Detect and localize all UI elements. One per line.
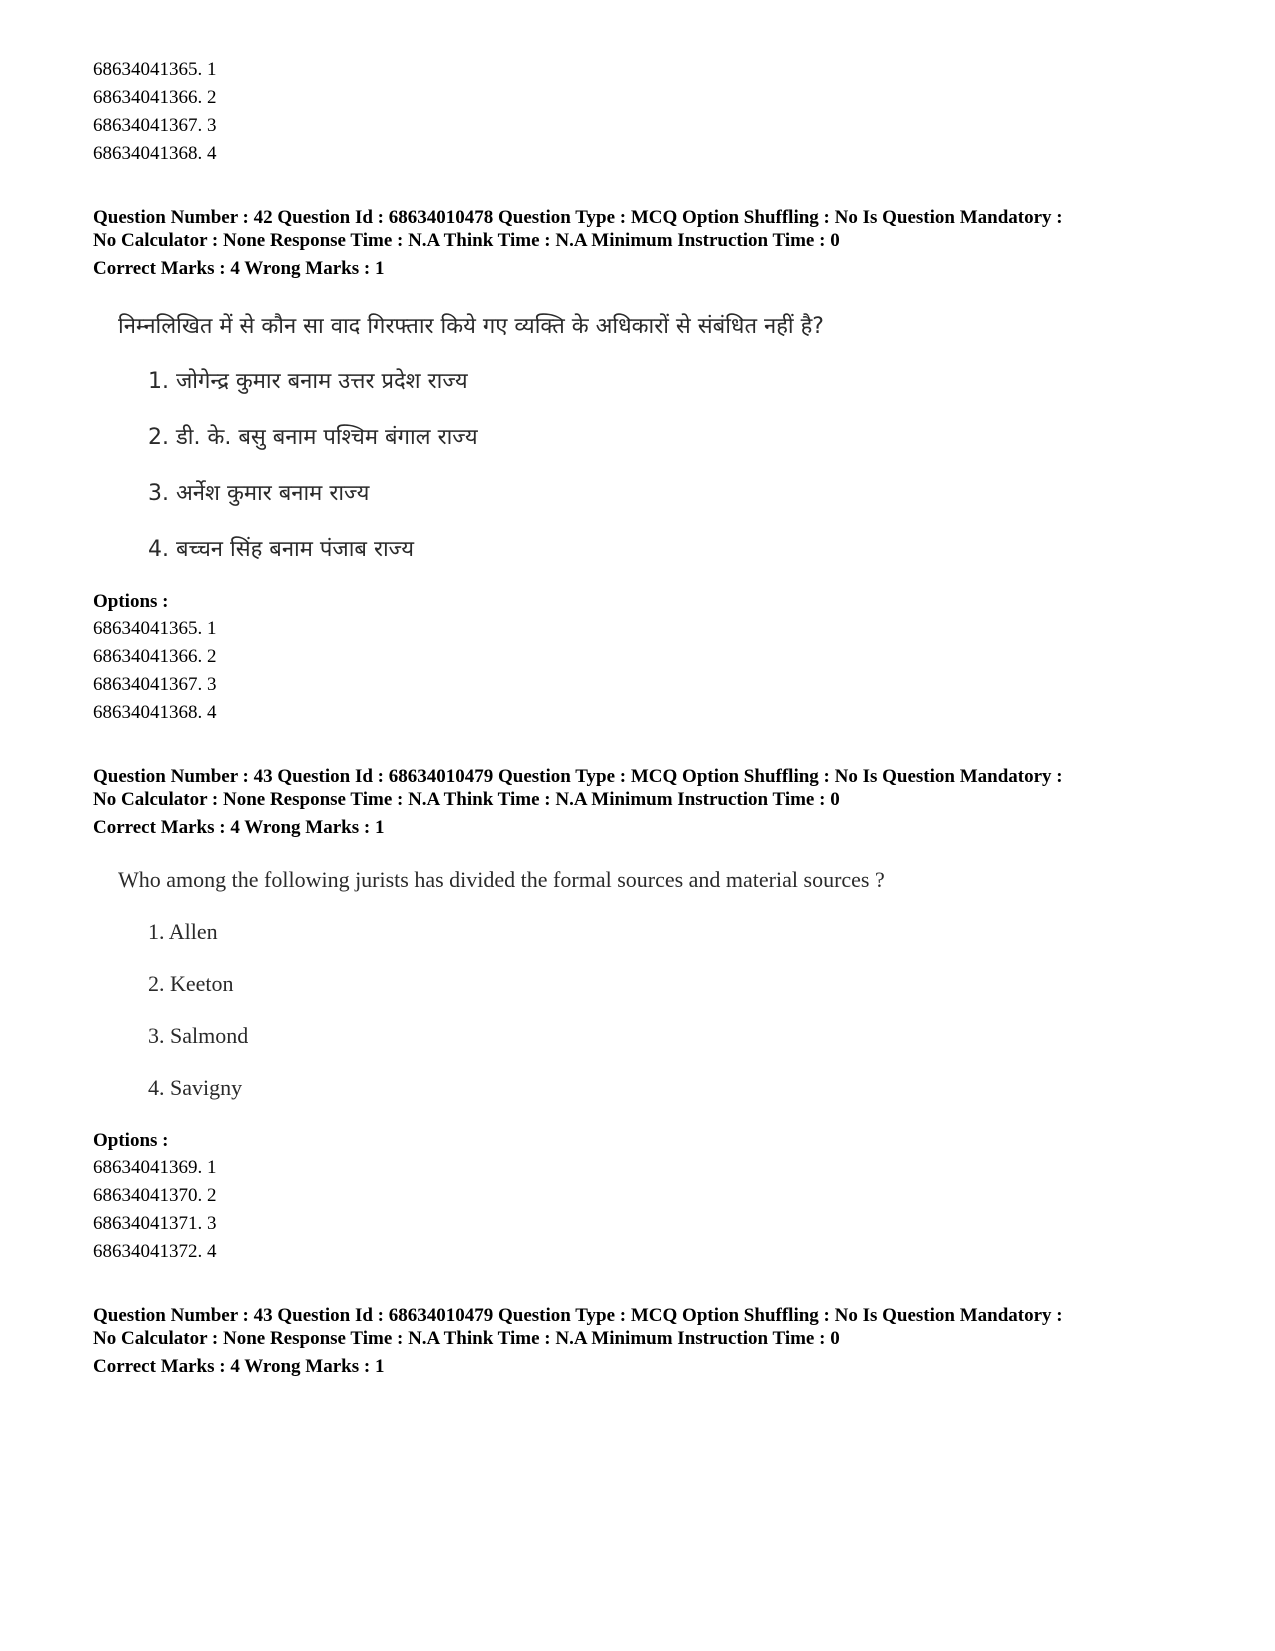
question-choice: 4. बच्चन सिंह बनाम पंजाब राज्य bbox=[148, 537, 414, 562]
option-line: 68634041367. 3 bbox=[93, 674, 217, 695]
question-choice: 1. Allen bbox=[148, 919, 218, 944]
option-line: 68634041367. 3 bbox=[93, 115, 217, 136]
question-choice: 3. अर्नेश कुमार बनाम राज्य bbox=[148, 481, 370, 506]
question-meta-line1: Question Number : 43 Question Id : 68634010479 Question Type : MCQ Option Shuffling : No Is Question Mandatory : bbox=[93, 766, 1063, 787]
question-choice: 2. Keeton bbox=[148, 971, 234, 996]
question-choice: 1. जोगेन्द्र कुमार बनाम उत्तर प्रदेश राज्य bbox=[148, 369, 468, 394]
option-line: 68634041370. 2 bbox=[93, 1185, 217, 1206]
option-line: 68634041366. 2 bbox=[93, 646, 217, 667]
question-choice: 4. Savigny bbox=[148, 1075, 243, 1100]
option-line: 68634041372. 4 bbox=[93, 1241, 217, 1262]
option-line: 68634041365. 1 bbox=[93, 59, 217, 80]
option-line: 68634041365. 1 bbox=[93, 618, 217, 639]
question-meta-line1: Question Number : 42 Question Id : 68634010478 Question Type : MCQ Option Shuffling : No Is Question Mandatory : bbox=[93, 207, 1063, 228]
option-line: 68634041371. 3 bbox=[93, 1213, 217, 1234]
question-choice: 2. डी. के. बसु बनाम पश्चिम बंगाल राज्य bbox=[148, 425, 478, 450]
question-text: Who among the following jurists has divided the formal sources and material sources ? bbox=[118, 867, 885, 892]
options-label: Options : bbox=[93, 591, 169, 612]
question-meta-line2: No Calculator : None Response Time : N.A Think Time : N.A Minimum Instruction Time : 0 bbox=[93, 789, 840, 810]
question-marks: Correct Marks : 4 Wrong Marks : 1 bbox=[93, 817, 385, 838]
question-marks: Correct Marks : 4 Wrong Marks : 1 bbox=[93, 1356, 385, 1377]
question-text: निम्नलिखित में से कौन सा वाद गिरफ्तार किये गए व्यक्ति के अधिकारों से संबंधित नहीं है? bbox=[118, 314, 824, 339]
question-meta-line1: Question Number : 43 Question Id : 68634010479 Question Type : MCQ Option Shuffling : No Is Question Mandatory : bbox=[93, 1305, 1063, 1326]
question-marks: Correct Marks : 4 Wrong Marks : 1 bbox=[93, 258, 385, 279]
option-line: 68634041368. 4 bbox=[93, 702, 217, 723]
option-line: 68634041368. 4 bbox=[93, 143, 217, 164]
question-meta-line2: No Calculator : None Response Time : N.A Think Time : N.A Minimum Instruction Time : 0 bbox=[93, 230, 840, 251]
option-line: 68634041366. 2 bbox=[93, 87, 217, 108]
options-label: Options : bbox=[93, 1130, 169, 1151]
question-choice: 3. Salmond bbox=[148, 1023, 249, 1048]
question-meta-line2: No Calculator : None Response Time : N.A Think Time : N.A Minimum Instruction Time : 0 bbox=[93, 1328, 840, 1349]
option-line: 68634041369. 1 bbox=[93, 1157, 217, 1178]
